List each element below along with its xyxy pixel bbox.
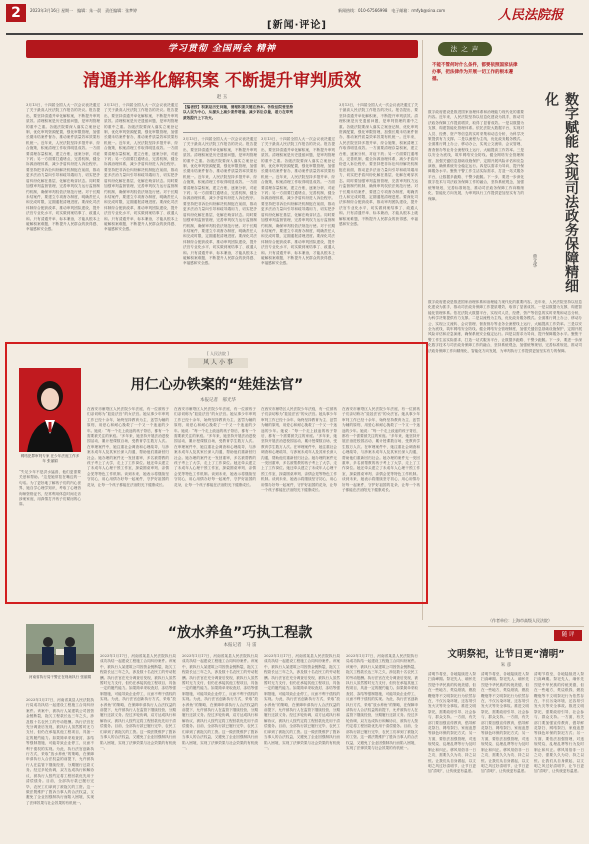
- sidebar-author-text: 曾文华: [532, 254, 537, 268]
- feature-body-col4: 在西安市雁塔区人民法院少年法庭，有一位被孩子们亲切称为“娃娃法官”的女法官。她从事少年审判工作已经十余年，始终坚持教育为主、惩罚为辅的原则，用爱心和耐心挽救了一个又一个迷途的少年。她说：“每一个走上歧途的孩子背后，都有一个需要被关注的家庭。”多年来，她坚持开展法治进校园活动，累计授课数百场，受教育学生数万人次。在审理案件中，她注重社会调查和心理疏导，与涉案未成年人及其家长深入沟通，帮助他们重新回归社会。她办理的案件无一发回重审，多名被帮教的孩子考上了大学，走上了工作岗位。她还牵头建立了未成年人心理干预工作室，探索圆桌审判、亲情会见等特色工作机制。谈到未来，她表示将继续坚守初心，用心用情办好每一起案件，守护好祖国的花朵，让每一个孩子都能在法治阳光下健康成长。: [342, 407, 420, 493]
- feature-body-col2: 在西安市雁塔区人民法院少年法庭，有一位被孩子们亲切称为“娃娃法官”的女法官。她从事少年审判工作已经十余年，始终坚持教育为主、惩罚为辅的原则，用爱心和耐心挽救了一个又一个迷途的少年。她说：“每一个走上歧途的孩子背后，都有一个需要被关注的家庭。”多年来，她坚持开展法治进校园活动，累计授课数百场，受教育学生数万人次。在审理案件中，她注重社会调查和心理疏导，与涉案未成年人及其家长深入沟通，帮助他们重新回归社会。她办理的案件无一发回重审，多名被帮教的孩子考上了大学，走上了工作岗位。她还牵头建立了未成年人心理干预工作室，探索圆桌审判、亲情会见等特色工作机制。谈到未来，她表示将继续坚守初心，用心用情办好每一起案件，守护好祖国的花朵，让每一个孩子都能在法治阳光下健康成长。: [174, 407, 256, 487]
- judge-photo: [19, 368, 81, 452]
- lead-editor-note: [183, 103, 293, 133]
- essay-label: 随 评: [554, 630, 582, 641]
- lead-body-col5: 3月13日，十四届全国人大一次会议表决通过了关于最高人民法院工作报告的决议。报告提出，要坚持清通并举化解积案，不断提升审判质效。清理积案是历史遗留问题，是审判管理的重中之重。各级法院要深入落实立案登记制，优化审判资源配置，强化审限管理，加强长期未结案件督办，推动案件质量效率效果有机统一。近年来，人民法院坚持多措并举、综合施策，积案清理工作取得明显成效。一方面要清理存量积案，建立台账，逐案分析，对症下药；另一方面要打通堵点，完善机制，健全诉源治理体系，减少矛盾纠纷进入诉讼程序。要坚持把非诉讼纠纷解决机制挺在前面，推动更多法治力量向引导和疏导端用力，切实把矛盾纠纷化解在基层、化解在萌芽状态。同时要加强审判监督管理，完善审判权力运行监督制约机制，确保审判权依法规范行使。对于长期未结案件，要建立专项督办制度，明确责任人和完成时限，定期通报清理进度。要深化司法体制综合配套改革，推动审判团队建设，提升法官专业化水平，切实做到案结事了、政通人和。只有清通并举、标本兼治，才能从根本上破解积案难题，不断提升人民群众的获得感、幸福感和安全感。: [339, 103, 418, 226]
- header-date: 2023年3月16日 星期一 编辑：朱一晨 责任编辑：张梦婷: [30, 8, 138, 13]
- sidebar-body-col1: 数字政府建设是推进国家治理体系和治理能力现代化的重要内容。近年来，人民法院坚持以信息化建设为抓手，推动司法政务保障工作提质增效，取得了显著成效。一是以数据为支撑，构建智能化管理体系。依托法院大数据平台，实现对人员、经费、资产等信息的实时采集和动态分析，为科学决策提供有力支撑。二是以流程为主线，优化政务服务模式。全面推行网上办公、移动办公，实现公文流转、会议管理、督查督办等业务全流程线上运行，大幅提高工作效率。三是以安全为底线，筑牢网络安全防线。健全网络安全管理制度，加强关键信息基础设施保护，定期开展风险评估和应急演练，确保系统安全稳定运行。四是以需求为导向，提升保障服务水平。聚焦干警工作生活实际需求，打造一站式服务平台，让数据多跑路、干警少跑腿。下一步，要进一步深化数字技术与司法政务保障工作的融合，坚持系统观念，加强统筹规划，完善标准规范，推动司法政务保障工作向精细化、智能化方向发展，为审判执行工作提供更加坚实有力的保障。: [428, 110, 524, 201]
- sidebar-badge: [430, 40, 500, 58]
- bottom-body-col4: 2023年1月17日，河南省某县人民法院执行局成功执结一起建设工程施工合同纠纷案件。该案中，被执行人某建筑公司因资金链断裂，拖欠工程款长达三年之久，涉及数十名农民工的劳动报酬。执行法官在充分调查后发现，被执行人虽然暂时无力支付，但仍在承接其他工程项目，具备一定的履约能力。如果简单采取查封、冻结等强制措施，可能导致企业停工，反而不利于债权的实现。为此，执行法官创新执行方式，采取“放水养鱼”的策略，在保障申请执行人合法权益的前提下，允许被执行人在监管下继续经营，分期履行还款义务。经过多轮协调，双方达成执行和解协议，被执行人按约定将工程回款优先用于清偿债务。目前，全部执行款已履行完毕，农民工们拿到了被拖欠的工资。这一做法既维护了胜诉当事人的合法权益，又避免了企业因强制执行而陷入困境，实现了法律效果与社会效果的有机统一。: [264, 654, 340, 750]
- newspaper-brand: 人民法院报: [498, 8, 564, 23]
- header-rule: [6, 33, 583, 35]
- feature-box-label: [ 人民法院 ]: [207, 351, 229, 356]
- bottom-body-col3: 2023年1月17日，河南省某县人民法院执行局成功执结一起建设工程施工合同纠纷案件。该案中，被执行人某建筑公司因资金链断裂，拖欠工程款长达三年之久，涉及数十名农民工的劳动报酬。执行法官在充分调查后发现，被执行人虽然暂时无力支付，但仍在承接其他工程项目，具备一定的履约能力。如果简单采取查封、冻结等强制措施，可能导致企业停工，反而不利于债权的实现。为此，执行法官创新执行方式，采取“放水养鱼”的策略，在保障申请执行人合法权益的前提下，允许被执行人在监管下继续经营，分期履行还款义务。经过多轮协调，双方达成执行和解协议，被执行人按约定将工程回款优先用于清偿债务。目前，全部执行款已履行完毕，农民工们拿到了被拖欠的工资。这一做法既维护了胜诉当事人的合法权益，又避免了企业因强制执行而陷入困境，实现了法律效果与社会效果的有机统一。: [182, 654, 258, 750]
- essay-title: 文明祭祀，让节日更“清明”: [447, 649, 565, 660]
- lead-body-col2: 3月13日，十四届全国人大一次会议表决通过了关于最高人民法院工作报告的决议。报告提出，要坚持清通并举化解积案，不断提升审判质效。清理积案是历史遗留问题，是审判管理的重中之重。各级法院要深入落实立案登记制，优化审判资源配置，强化审限管理，加强长期未结案件督办，推动案件质量效率效果有机统一。近年来，人民法院坚持多措并举、综合施策，积案清理工作取得明显成效。一方面要清理存量积案，建立台账，逐案分析，对症下药；另一方面要打通堵点，完善机制，健全诉源治理体系，减少矛盾纠纷进入诉讼程序。要坚持把非诉讼纠纷解决机制挺在前面，推动更多法治力量向引导和疏导端用力，切实把矛盾纠纷化解在基层、化解在萌芽状态。同时要加强审判监督管理，完善审判权力运行监督制约机制，确保审判权依法规范行使。对于长期未结案件，要建立专项督办制度，明确责任人和完成时限，定期通报清理进度。要深化司法体制综合配套改革，推动审判团队建设，提升法官专业化水平，切实做到案结事了、政通人和。只有清通并举、标本兼治，才能从根本上破解积案难题，不断提升人民群众的获得感、幸福感和安全感。: [104, 103, 178, 232]
- photo-caption: 网络犯罪审判专家 在少年法庭工作多年 张丽娟: [20, 454, 80, 464]
- bottom-body-col5: 2023年1月17日，河南省某县人民法院执行局成功执结一起建设工程施工合同纠纷案件。该案中，被执行人某建筑公司因资金链断裂，拖欠工程款长达三年之久，涉及数十名农民工的劳动报酬。执行法官在充分调查后发现，被执行人虽然暂时无力支付，但仍在承接其他工程项目，具备一定的履约能力。如果简单采取查封、冻结等强制措施，可能导致企业停工，反而不利于债权的实现。为此，执行法官创新执行方式，采取“放水养鱼”的策略，在保障申请执行人合法权益的前提下，允许被执行人在监管下继续经营，分期履行还款义务。经过多轮协调，双方达成执行和解协议，被执行人按约定将工程回款优先用于清偿债务。目前，全部执行款已履行完毕，农民工们拿到了被拖欠的工资。这一做法既维护了胜诉当事人的合法权益，又避免了企业因强制执行而陷入困境，实现了法律效果与社会效果的有机统一。: [346, 654, 418, 750]
- header-contact: 新闻热线：010-67566998 电子邮箱：rmfyb@sina.com: [338, 8, 446, 13]
- sidebar-title-text: 数字赋能 实现司法政务保障精细化: [543, 92, 579, 293]
- feature-side-text: “失足少年不是洪水猛兽，他们更需要关爱和帮助。”这是她常挂在嘴边的一句话。为了更好地了解孩子们的内心世界，她自学心理学知识，考取了心理咨询师资格证书，经常利用休息时间走访涉案家庭，用真情打开孩子们紧闭的心扉。: [19, 470, 81, 507]
- lead-author: 赵 玉: [216, 95, 228, 100]
- feature-body-col1: 在西安市雁塔区人民法院少年法庭，有一位被孩子们亲切称为“娃娃法官”的女法官。她从事少年审判工作已经十余年，始终坚持教育为主、惩罚为辅的原则，用爱心和耐心挽救了一个又一个迷途的少年。她说：“每一个走上歧途的孩子背后，都有一个需要被关注的家庭。”多年来，她坚持开展法治进校园活动，累计授课数百场，受教育学生数万人次。在审理案件中，她注重社会调查和心理疏导，与涉案未成年人及其家长深入沟通，帮助他们重新回归社会。她办理的案件无一发回重审，多名被帮教的孩子考上了大学，走上了工作岗位。她还牵头建立了未成年人心理干预工作室，探索圆桌审判、亲情会见等特色工作机制。谈到未来，她表示将继续坚守初心，用心用情办好每一起案件，守护好祖国的花朵，让每一个孩子都能在法治阳光下健康成长。: [87, 407, 169, 487]
- banner-text: 学习贯彻 全国两会 精神: [167, 44, 277, 54]
- lead-title: 清通并举化解积案 不断提升审判质效: [83, 71, 361, 91]
- section-title: [新闻·评论]: [267, 20, 327, 31]
- lead-body-col1: 3月13日，十四届全国人大一次会议表决通过了关于最高人民法院工作报告的决议。报告提出，要坚持清通并举化解积案，不断提升审判质效。清理积案是历史遗留问题，是审判管理的重中之重。各级法院要深入落实立案登记制，优化审判资源配置，强化审限管理，加强长期未结案件督办，推动案件质量效率效果有机统一。近年来，人民法院坚持多措并举、综合施策，积案清理工作取得明显成效。一方面要清理存量积案，建立台账，逐案分析，对症下药；另一方面要打通堵点，完善机制，健全诉源治理体系，减少矛盾纠纷进入诉讼程序。要坚持把非诉讼纠纷解决机制挺在前面，推动更多法治力量向引导和疏导端用力，切实把矛盾纠纷化解在基层、化解在萌芽状态。同时要加强审判监督管理，完善审判权力运行监督制约机制，确保审判权依法规范行使。对于长期未结案件，要建立专项督办制度，明确责任人和完成时限，定期通报清理进度。要深化司法体制综合配套改革，推动审判团队建设，提升法官专业化水平，切实做到案结事了、政通人和。只有清通并举、标本兼治，才能从根本上破解积案难题，不断提升人民群众的获得感、幸福感和安全感。: [26, 103, 100, 232]
- feature-title: 用仁心办铁案的“娃娃法官”: [130, 377, 304, 393]
- page-number: 2: [6, 4, 26, 22]
- execution-photo-caption: 河南省执行局干警正在现场执行 张丽娟: [28, 675, 92, 679]
- feature-byline: 本报记者 郝光华: [200, 398, 236, 403]
- page-header: [0, 0, 589, 36]
- bottom-body-col2: 2023年1月17日，河南省某县人民法院执行局成功执结一起建设工程施工合同纠纷案件。该案中，被执行人某建筑公司因资金链断裂，拖欠工程款长达三年之久，涉及数十名农民工的劳动报酬。执行法官在充分调查后发现，被执行人虽然暂时无力支付，但仍在承接其他工程项目，具备一定的履约能力。如果简单采取查封、冻结等强制措施，可能导致企业停工，反而不利于债权的实现。为此，执行法官创新执行方式，采取“放水养鱼”的策略，在保障申请执行人合法权益的前提下，允许被执行人在监管下继续经营，分期履行还款义务。经过多轮协调，双方达成执行和解协议，被执行人按约定将工程回款优先用于清偿债务。目前，全部执行款已履行完毕，农民工们拿到了被拖欠的工资。这一做法既维护了胜诉当事人的合法权益，又避免了企业因强制执行而陷入困境，实现了法律效果与社会效果的有机统一。: [100, 654, 176, 750]
- sidebar-author: [531, 254, 541, 294]
- editor-note-text: 【编者按】积案是历史问题，清理积案关键在治本。各级法院要坚持以人民为中心，从源头上减少案件增量、减少诉讼存量，着力在审判质效提升上下功夫。: [183, 105, 293, 120]
- sidebar-footer: （作者单位：上海市高级人民法院）: [488, 618, 552, 623]
- bottom-body-col1: 2023年1月17日，河南省某县人民法院执行局成功执结一起建设工程施工合同纠纷案件。该案中，被执行人某建筑公司因资金链断裂，拖欠工程款长达三年之久，涉及数十名农民工的劳动报酬。执行法官在充分调查后发现，被执行人虽然暂时无力支付，但仍在承接其他工程项目，具备一定的履约能力。如果简单采取查封、冻结等强制措施，可能导致企业停工，反而不利于债权的实现。为此，执行法官创新执行方式，采取“放水养鱼”的策略，在保障申请执行人合法权益的前提下，允许被执行人在监管下继续经营，分期履行还款义务。经过多轮协调，双方达成执行和解协议，被执行人按约定将工程回款优先用于清偿债务。目前，全部执行款已履行完毕，农民工们拿到了被拖欠的工资。这一做法既维护了胜诉当事人的合法权益，又避免了企业因强制执行而陷入困境，实现了法律效果与社会效果的有机统一。: [26, 698, 94, 805]
- column-tag: [188, 358, 248, 368]
- bottom-title: “放水养鱼”巧执工程款: [167, 625, 313, 641]
- essay-body-col1: 清明节将至，各地陆续进入祭扫高峰期。祭祀先人、缅怀先烈是中华民族的传统美德，但在一些地方，焚烧纸钱、燃放鞭炮等不文明祭祀行为依然存在，不仅污染环境，还容易引发火灾等安全事故。推进文明祭祀，需要政府引导、社会参与、群众支持。一方面，有关部门要加强宣传教育，倡导鲜花祭扫、网络祭扫、家庭追思等绿色环保的祭祀方式；另一方面，要依法加强管理，对违规焚烧、乱埋乱葬等行为及时制止和纠正。移风易俗非一日之功，需要久久为功、持之以恒。让我们从自身做起，以文明之风过好清明节，让节日更加“清明”，让传统更有温度。: [428, 672, 476, 774]
- feature-body-col3: 在西安市雁塔区人民法院少年法庭，有一位被孩子们亲切称为“娃娃法官”的女法官。她从事少年审判工作已经十余年，始终坚持教育为主、惩罚为辅的原则，用爱心和耐心挽救了一个又一个迷途的少年。她说：“每一个走上歧途的孩子背后，都有一个需要被关注的家庭。”多年来，她坚持开展法治进校园活动，累计授课数百场，受教育学生数万人次。在审理案件中，她注重社会调查和心理疏导，与涉案未成年人及其家长深入沟通，帮助他们重新回归社会。她办理的案件无一发回重审，多名被帮教的孩子考上了大学，走上了工作岗位。她还牵头建立了未成年人心理干预工作室，探索圆桌审判、亲情会见等特色工作机制。谈到未来，她表示将继续坚守初心，用心用情办好每一起案件，守护好祖国的花朵，让每一个孩子都能在法治阳光下健康成长。: [261, 407, 337, 493]
- banner-strip: [26, 40, 418, 58]
- sidebar-body-col2: 数字政府建设是推进国家治理体系和治理能力现代化的重要内容。近年来，人民法院坚持以信息化建设为抓手，推动司法政务保障工作提质增效，取得了显著成效。一是以数据为支撑，构建智能化管理体系。依托法院大数据平台，实现对人员、经费、资产等信息的实时采集和动态分析，为科学决策提供有力支撑。二是以流程为主线，优化政务服务模式。全面推行网上办公、移动办公，实现公文流转、会议管理、督查督办等业务全流程线上运行，大幅提高工作效率。三是以安全为底线，筑牢网络安全防线。健全网络安全管理制度，加强关键信息基础设施保护，定期开展风险评估和应急演练，确保系统安全稳定运行。四是以需求为导向，提升保障服务水平。聚焦干警工作生活实际需求，打造一站式服务平台，让数据多跑路、干警少跑腿。下一步，要进一步深化数字技术与司法政务保障工作的融合，坚持系统观念，加强统筹规划，完善标准规范，推动司法政务保障工作向精细化、智能化方向发展，为审判执行工作提供更加坚实有力的保障。: [428, 300, 582, 353]
- sidebar-badge-text: 法 之 声: [450, 45, 480, 53]
- sidebar-quote: 不能不管何时什么条件，都要依照国家法律办事，把法律作为开展一切工作的根本遵循。: [432, 63, 518, 82]
- lead-body-col3: 3月13日，十四届全国人大一次会议表决通过了关于最高人民法院工作报告的决议。报告提出，要坚持清通并举化解积案，不断提升审判质效。清理积案是历史遗留问题，是审判管理的重中之重。各级法院要深入落实立案登记制，优化审判资源配置，强化审限管理，加强长期未结案件督办，推动案件质量效率效果有机统一。近年来，人民法院坚持多措并举、综合施策，积案清理工作取得明显成效。一方面要清理存量积案，建立台账，逐案分析，对症下药；另一方面要打通堵点，完善机制，健全诉源治理体系，减少矛盾纠纷进入诉讼程序。要坚持把非诉讼纠纷解决机制挺在前面，推动更多法治力量向引导和疏导端用力，切实把矛盾纠纷化解在基层、化解在萌芽状态。同时要加强审判监督管理，完善审判权力运行监督制约机制，确保审判权依法规范行使。对于长期未结案件，要建立专项督办制度，明确责任人和完成时限，定期通报清理进度。要深化司法体制综合配套改革，推动审判团队建设，提升法官专业化水平，切实做到案结事了、政通人和。只有清通并举、标本兼治，才能从根本上破解积案难题，不断提升人民群众的获得感、幸福感和安全感。: [183, 137, 257, 266]
- lead-body-col4: 3月13日，十四届全国人大一次会议表决通过了关于最高人民法院工作报告的决议。报告提出，要坚持清通并举化解积案，不断提升审判质效。清理积案是历史遗留问题，是审判管理的重中之重。各级法院要深入落实立案登记制，优化审判资源配置，强化审限管理，加强长期未结案件督办，推动案件质量效率效果有机统一。近年来，人民法院坚持多措并举、综合施策，积案清理工作取得明显成效。一方面要清理存量积案，建立台账，逐案分析，对症下药；另一方面要打通堵点，完善机制，健全诉源治理体系，减少矛盾纠纷进入诉讼程序。要坚持把非诉讼纠纷解决机制挺在前面，推动更多法治力量向引导和疏导端用力，切实把矛盾纠纷化解在基层、化解在萌芽状态。同时要加强审判监督管理，完善审判权力运行监督制约机制，确保审判权依法规范行使。对于长期未结案件，要建立专项督办制度，明确责任人和完成时限，定期通报清理进度。要深化司法体制综合配套改革，推动审判团队建设，提升法官专业化水平，切实做到案结事了、政通人和。只有清通并举、标本兼治，才能从根本上破解积案难题，不断提升人民群众的获得感、幸福感和安全感。: [261, 137, 335, 266]
- essay-rule: [428, 626, 584, 627]
- sidebar-title: [541, 92, 579, 302]
- feature-frame: [5, 342, 428, 604]
- essay-body-col2: 清明节将至，各地陆续进入祭扫高峰期。祭祀先人、缅怀先烈是中华民族的传统美德，但在一些地方，焚烧纸钱、燃放鞭炮等不文明祭祀行为依然存在，不仅污染环境，还容易引发火灾等安全事故。推进文明祭祀，需要政府引导、社会参与、群众支持。一方面，有关部门要加强宣传教育，倡导鲜花祭扫、网络祭扫、家庭追思等绿色环保的祭祀方式；另一方面，要依法加强管理，对违规焚烧、乱埋乱葬等行为及时制止和纠正。移风易俗非一日之功，需要久久为功、持之以恒。让我们从自身做起，以文明之风过好清明节，让节日更加“清明”，让传统更有温度。: [481, 672, 529, 774]
- essay-author: 朱 彦: [500, 663, 512, 668]
- bottom-byline: 本报记者 马 雷: [223, 643, 257, 648]
- column-tag-text: 风 人 小 事: [203, 359, 233, 366]
- essay-body-col3: 清明节将至，各地陆续进入祭扫高峰期。祭祀先人、缅怀先烈是中华民族的传统美德，但在一些地方，焚烧纸钱、燃放鞭炮等不文明祭祀行为依然存在，不仅污染环境，还容易引发火灾等安全事故。推进文明祭祀，需要政府引导、社会参与、群众支持。一方面，有关部门要加强宣传教育，倡导鲜花祭扫、网络祭扫、家庭追思等绿色环保的祭祀方式；另一方面，要依法加强管理，对违规焚烧、乱埋乱葬等行为及时制止和纠正。移风易俗非一日之功，需要久久为功、持之以恒。让我们从自身做起，以文明之风过好清明节，让节日更加“清明”，让传统更有温度。: [534, 672, 584, 774]
- execution-photo: [26, 624, 94, 672]
